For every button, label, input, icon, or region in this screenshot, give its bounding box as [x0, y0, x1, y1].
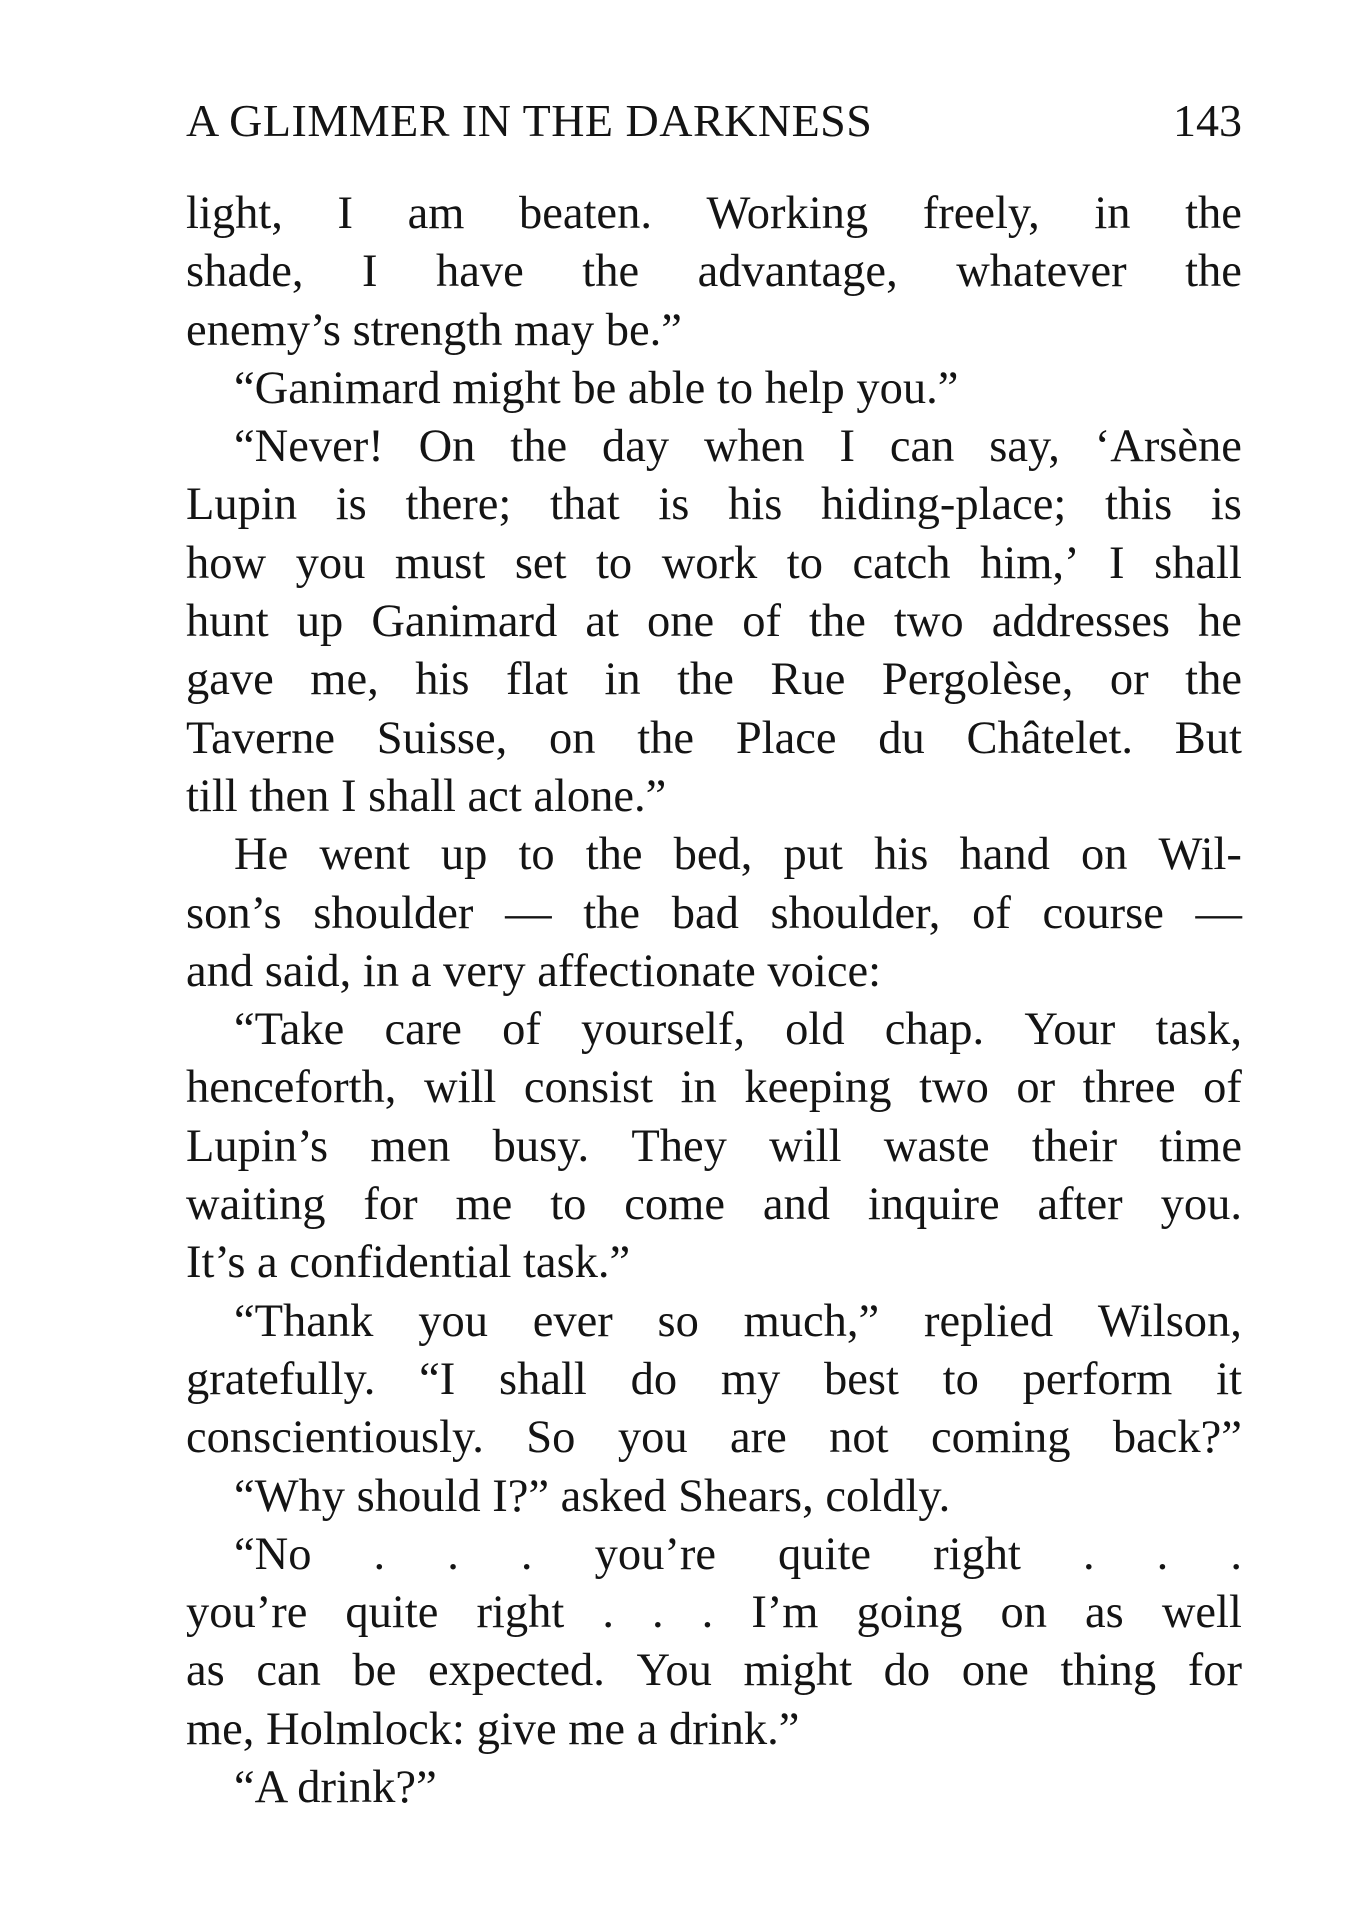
word: three — [1082, 1062, 1176, 1114]
word: as — [186, 1645, 225, 1697]
word: . — [602, 1587, 614, 1639]
word: . — [447, 1528, 459, 1580]
text-line: enemy’s strength may be.” — [186, 304, 682, 356]
word: put — [783, 829, 843, 881]
word: up — [440, 829, 488, 881]
word: shoulder, — [770, 887, 941, 939]
word: I’m — [751, 1587, 819, 1639]
word: time — [1159, 1120, 1242, 1172]
text-line — [186, 1642, 1242, 1700]
word: is — [335, 479, 367, 531]
word: say, — [989, 421, 1060, 473]
word: bad — [671, 887, 739, 939]
word: shade, — [186, 246, 304, 298]
page-number: 143 — [1173, 95, 1242, 146]
text-line: me, Holmlock: give me a drink.” — [186, 1703, 800, 1755]
body-text — [186, 185, 1242, 1817]
text-line — [186, 885, 1242, 943]
word: do — [630, 1353, 678, 1405]
word: to — [942, 1353, 979, 1405]
word: care — [384, 1004, 462, 1056]
text-line — [186, 710, 1242, 768]
word: the — [583, 887, 641, 939]
word: set — [514, 537, 567, 589]
word: whatever — [956, 246, 1127, 298]
word: to — [550, 1179, 587, 1231]
word: much,” — [743, 1295, 880, 1347]
word: to — [596, 537, 633, 589]
text-line — [186, 651, 1242, 709]
word: two — [893, 596, 964, 648]
word: the — [582, 246, 640, 298]
text-line — [186, 1526, 1242, 1584]
word: — — [505, 887, 552, 939]
text-line — [186, 243, 1242, 301]
word: my — [720, 1353, 781, 1405]
word: you’re — [186, 1587, 308, 1639]
text-line — [186, 1351, 1242, 1409]
text-line — [186, 1001, 1242, 1059]
word: Rue — [770, 654, 846, 706]
text-line — [186, 593, 1242, 651]
text-line — [186, 1059, 1242, 1117]
running-title: A GLIMMER IN THE DARKNESS — [186, 95, 873, 146]
word: consist — [523, 1062, 654, 1114]
word: it — [1216, 1353, 1242, 1405]
word: Your — [1024, 1004, 1116, 1056]
word: you — [418, 1295, 488, 1347]
word: his — [415, 654, 470, 706]
word: inquire — [867, 1179, 1000, 1231]
word: the — [677, 654, 734, 706]
word: might — [743, 1645, 853, 1697]
word: him,’ — [980, 537, 1080, 589]
word: is — [1210, 479, 1242, 531]
word: of — [502, 1004, 541, 1056]
word: you’re — [594, 1528, 716, 1580]
text-line — [186, 1118, 1242, 1176]
word: you — [295, 537, 366, 589]
word: the — [1185, 188, 1242, 239]
word: his — [728, 479, 783, 531]
word: come — [624, 1179, 725, 1231]
word: work — [661, 537, 758, 589]
word: of — [742, 596, 781, 648]
word: well — [1161, 1587, 1242, 1639]
word: . — [1082, 1528, 1095, 1580]
word: coming — [930, 1412, 1071, 1464]
word: me, — [310, 654, 379, 706]
word: that — [549, 479, 620, 531]
word: in — [1094, 188, 1131, 239]
word: thing — [1060, 1645, 1157, 1697]
word: son’s — [186, 887, 282, 939]
word: He — [234, 829, 289, 881]
word: on — [549, 712, 596, 764]
word: gave — [186, 654, 274, 706]
word: on — [1000, 1587, 1047, 1639]
word: henceforth, — [186, 1062, 397, 1114]
word: . — [701, 1587, 714, 1639]
text-line — [186, 826, 1242, 884]
text-line — [186, 1409, 1242, 1467]
word: am — [407, 188, 465, 239]
word: back?” — [1112, 1412, 1242, 1464]
text-line: It’s a confidential task.” — [186, 1237, 631, 1289]
word: going — [856, 1587, 963, 1639]
word: and — [762, 1179, 830, 1231]
word: as — [1085, 1587, 1124, 1639]
word: quite — [778, 1528, 872, 1580]
word: Place — [735, 712, 837, 764]
text-line: “Why should I?” asked Shears, coldly. — [234, 1470, 951, 1522]
text-line: and said, in a very affectionate voice: — [186, 945, 882, 997]
word: there; — [405, 479, 512, 531]
word: “I — [419, 1353, 456, 1405]
word: one — [646, 596, 715, 648]
word: ever — [532, 1295, 613, 1347]
word: Working — [706, 188, 869, 239]
word: “No — [234, 1528, 312, 1580]
word: waste — [883, 1120, 990, 1172]
word: . — [1230, 1528, 1242, 1580]
word: one — [961, 1645, 1029, 1697]
word: when — [703, 421, 805, 473]
word: Lupin — [186, 479, 298, 531]
word: the — [1185, 654, 1242, 706]
word: two — [919, 1062, 989, 1114]
text-line — [186, 535, 1242, 593]
word: I — [362, 246, 378, 298]
word: . — [651, 1587, 664, 1639]
word: replied — [923, 1295, 1054, 1347]
word: shall — [1154, 537, 1242, 589]
word: Taverne — [186, 712, 336, 764]
word: I — [839, 421, 856, 473]
word: perform — [1022, 1353, 1173, 1405]
word: have — [436, 246, 524, 298]
word: the — [1185, 246, 1242, 298]
word: be — [352, 1645, 397, 1697]
word: “Never! — [234, 421, 384, 473]
word: I — [337, 188, 353, 239]
word: . — [1156, 1528, 1169, 1580]
word: on — [1080, 829, 1128, 881]
word: Wilson, — [1097, 1295, 1242, 1347]
word: shall — [499, 1353, 587, 1405]
word: of — [1203, 1062, 1242, 1114]
word: of — [972, 887, 1011, 939]
word: . — [520, 1528, 533, 1580]
word: or — [1016, 1062, 1056, 1114]
word: waiting — [186, 1179, 326, 1231]
word: right — [476, 1587, 565, 1639]
word: You — [636, 1645, 712, 1697]
word: freely, — [922, 188, 1040, 239]
word: the — [585, 829, 643, 881]
word: day — [601, 421, 670, 473]
word: up — [296, 596, 344, 648]
word: for — [1187, 1645, 1242, 1697]
word: is — [658, 479, 690, 531]
text-line — [186, 1584, 1242, 1642]
word: in — [604, 654, 641, 706]
word: old — [785, 1004, 845, 1056]
word: Lupin’s — [186, 1120, 329, 1172]
word: addresses — [991, 596, 1170, 648]
word: hiding-place; — [821, 479, 1067, 531]
word: “Take — [234, 1004, 345, 1056]
word: flat — [505, 654, 568, 706]
word: catch — [852, 537, 951, 589]
word: the — [809, 596, 866, 648]
word: do — [883, 1645, 931, 1697]
word: for — [363, 1179, 418, 1231]
word: or — [1109, 654, 1149, 706]
page-header — [186, 86, 1242, 156]
word: you — [617, 1412, 688, 1464]
word: not — [829, 1412, 889, 1464]
word: bed, — [673, 829, 753, 881]
word: Pergolèse, — [881, 654, 1074, 706]
word: me — [455, 1179, 513, 1231]
word: to — [786, 537, 823, 589]
word: Wil- — [1158, 829, 1242, 881]
word: “Thank — [234, 1295, 374, 1347]
text-line — [186, 185, 1242, 243]
word: this — [1105, 479, 1173, 531]
word: how — [186, 537, 267, 589]
word: you. — [1160, 1179, 1242, 1231]
word: I — [1109, 537, 1125, 589]
word: busy. — [492, 1120, 590, 1172]
word: can — [889, 421, 955, 473]
word: beaten. — [518, 188, 652, 239]
word: can — [256, 1645, 321, 1697]
word: ‘Arsène — [1094, 421, 1242, 473]
word: keeping — [744, 1062, 892, 1114]
word: best — [824, 1353, 899, 1405]
word: at — [585, 596, 619, 648]
word: went — [319, 829, 410, 881]
word: — — [1195, 887, 1242, 939]
word: the — [637, 712, 695, 764]
text-line — [186, 1176, 1242, 1234]
word: shoulder — [313, 887, 474, 939]
word: to — [518, 829, 555, 881]
word: will — [423, 1062, 497, 1114]
word: conscientiously. — [186, 1412, 484, 1464]
word: hunt — [186, 596, 269, 648]
word: are — [729, 1412, 787, 1464]
word: men — [370, 1120, 451, 1172]
word: right — [933, 1528, 1021, 1580]
text-line: “Ganimard might be able to help you.” — [234, 362, 959, 414]
text-line: till then I shall act alone.” — [186, 770, 667, 822]
word: hand — [959, 829, 1050, 881]
word: course — [1042, 887, 1164, 939]
word: Ganimard — [371, 596, 558, 648]
word: advantage, — [697, 246, 898, 298]
word: the — [510, 421, 568, 473]
text-line: “A drink?” — [234, 1762, 437, 1814]
text-line — [186, 1293, 1242, 1351]
word: du — [878, 712, 925, 764]
word: in — [680, 1062, 717, 1114]
word: yourself, — [581, 1004, 745, 1056]
word: . — [373, 1528, 386, 1580]
word: But — [1174, 712, 1242, 764]
text-line — [186, 418, 1242, 476]
word: task, — [1155, 1004, 1242, 1056]
word: after — [1037, 1179, 1123, 1231]
word: he — [1198, 596, 1242, 648]
word: Châtelet. — [966, 712, 1134, 764]
word: chap. — [884, 1004, 985, 1056]
word: expected. — [428, 1645, 605, 1697]
word: So — [526, 1412, 576, 1464]
word: will — [769, 1120, 842, 1172]
word: gratefully. — [186, 1353, 376, 1405]
text-line — [186, 476, 1242, 534]
word: quite — [345, 1587, 439, 1639]
word: must — [394, 537, 486, 589]
word: Suisse, — [376, 712, 508, 764]
word: their — [1031, 1120, 1118, 1172]
word: so — [657, 1295, 699, 1347]
word: On — [418, 421, 476, 473]
word: light, — [186, 188, 283, 239]
word: his — [874, 829, 929, 881]
word: They — [631, 1120, 727, 1172]
